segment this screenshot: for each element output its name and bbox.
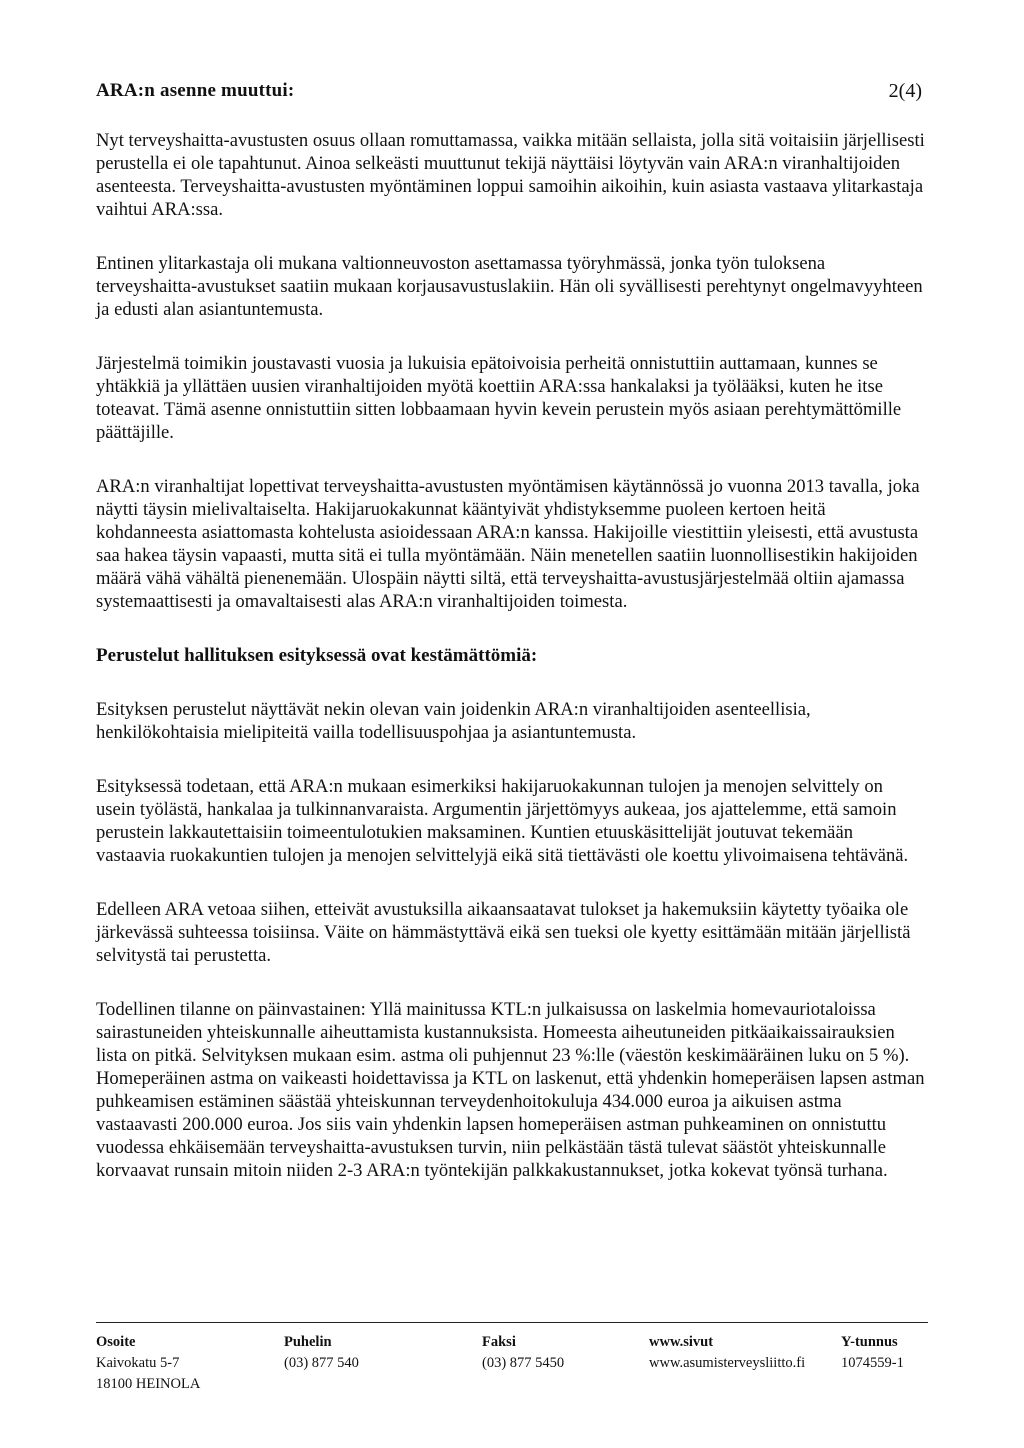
footer-address xyxy=(96,1332,200,1395)
document-body xyxy=(96,129,926,1213)
address-street: Kaivokatu 5-7 xyxy=(96,1355,180,1371)
website-value: www.asumisterveysliitto.fi xyxy=(649,1355,806,1371)
address-city: 18100 HEINOLA xyxy=(96,1376,201,1392)
footer-fax xyxy=(482,1332,564,1374)
paragraph-6: Esityksessä todetaan, että ARA:n mukaan esimerkiksi hakijaruokakunnan tulojen ja menojen selvittely on usein työlästä, hankalaa ja tulkinnanvaraista. Argumentin järjettömyys aukeaa, jos ajattelemme, että samoin perustein lakkautettaisiin toimeentulotukien maksaminen. Kuntien etuuskäsittelijät joutuvat tekemään vastaavia ruokakuntien tulojen ja menojen selvittelyjä eikä sitä tiettävästi ole koettu ylivoimaisena tehtävänä. xyxy=(96,776,909,866)
page-header xyxy=(96,80,922,110)
phone-label: Puhelin xyxy=(284,1334,332,1350)
page-number: 2(4) xyxy=(888,80,922,102)
fax-label: Faksi xyxy=(482,1334,516,1350)
subheading: Perustelut hallituksen esityksessä ovat kestämättömiä: xyxy=(96,645,538,666)
phone-value: (03) 877 540 xyxy=(284,1355,359,1371)
address-label: Osoite xyxy=(96,1334,136,1350)
footer-divider xyxy=(96,1322,928,1323)
paragraph-7: Edelleen ARA vetoaa siihen, etteivät avustuksilla aikaansaatavat tulokset ja hakemuksiin käytetty työaika ole järkevässä suhteessa toisiinsa. Väite on hämmästyttävä eikä sen tueksi ole kyetty esittämään mitään järjellistä selvitystä tai perustetta. xyxy=(96,899,911,966)
business-id-value: 1074559-1 xyxy=(841,1355,904,1371)
paragraph-8: Todellinen tilanne on päinvastainen: Yllä mainitussa KTL:n julkaisussa on laskelmia homevauriotaloissa sairastuneiden yhteiskunnalle aiheuttamista kustannuksista. Homeesta aiheutuneiden pitkäaikaissairauksien lista on pitkä. Selvityksen mukaan esim. astma oli puhjennut 23 %:lle (väestön keskimääräinen luku on 5 %). Homeperäinen astma on vaikeasti hoidettavissa ja KTL on laskenut, että yhdenkin homeperäisen lapsen astman puhkeamisen estäminen säästää yhteiskunnan terveydenhoitokuluja 434.000 euroa ja aikuisen astma vastaavasti 200.000 euroa. Jos siis vain yhdenkin lapsen homeperäisen astman puhkeaminen on onnistuttu vuodessa ehkäisemään terveyshaitta-avustuksen turvin, niin pelkästään tästä tulevat säästöt yhteiskunnalle korvaavat runsain mitoin niiden 2-3 ARA:n työntekijän palkkakustannukset, jotka kokevat työnsä turhana. xyxy=(96,999,925,1181)
footer-website xyxy=(649,1332,805,1374)
section-heading: ARA:n asenne muuttui: xyxy=(96,80,295,101)
paragraph-5: Esityksen perustelut näyttävät nekin olevan vain joidenkin ARA:n viranhaltijoiden asenteellisia, henkilökohtaisia mielipiteitä vailla todellisuuspohjaa ja asiantuntemusta. xyxy=(96,699,811,743)
footer-business-id xyxy=(841,1332,904,1374)
paragraph-3: Järjestelmä toimikin joustavasti vuosia ja lukuisia epätoivoisia perheitä onnistuttiin auttamaan, kunnes se yhtäkkiä ja yllättäen uusien viranhaltijoiden myötä koettiin ARA:ssa hankalaksi ja työlääksi, kuten he itse toteavat. Tämä asenne onnistuttiin sitten lobbaamaan hyvin kevein perustein myös asiaan perehtymättömille päättäjille. xyxy=(96,353,902,443)
fax-value: (03) 877 5450 xyxy=(482,1355,565,1371)
paragraph-1: Nyt terveyshaitta-avustusten osuus ollaan romuttamassa, vaikka mitään sellaista, jolla sitä voitaisiin järjellisesti perustella ei ole tapahtunut. Ainoa selkeästi muuttunut tekijä näyttäisi löytyvän vain ARA:n viranhaltijoiden asenteesta. Terveyshaitta-avustusten myöntäminen loppui samoihin aikoihin, kuin asiasta vastaava ylitarkastaja vaihtui ARA:ssa. xyxy=(96,130,925,220)
business-id-label: Y-tunnus xyxy=(841,1334,898,1350)
paragraph-4: ARA:n viranhaltijat lopettivat terveyshaitta-avustusten myöntämisen käytännössä jo vuonna 2013 tavalla, joka näytti täysin mielivaltaiselta. Hakijaruokakunnat kääntyivät yhdistyksemme puoleen kertoen heitä kohdanneesta asiattomasta kohtelusta asioidessaan ARA:n kanssa. Hakijoille viestittiin yleisesti, että avustusta saa hakea täysin vapaasti, mutta sitä ei tulla myöntämään. Näin menetellen saatiin luonnollisestikin hakijoiden määrä vähä vähältä pienenemään. Ulospäin näytti siltä, että terveyshaitta-avustusjärjestelmää oltiin ajamassa systemaattisesti ja omavaltaisesti alas ARA:n viranhaltijoiden toimesta. xyxy=(96,476,920,612)
paragraph-2: Entinen ylitarkastaja oli mukana valtionneuvoston asettamassa työryhmässä, jonka työn tuloksena terveyshaitta-avustukset saatiin mukaan korjausavustuslakiin. Hän oli syvällisesti perehtynyt ongelmavyyhteen ja edusti alan asiantuntemusta. xyxy=(96,253,923,320)
website-label: www.sivut xyxy=(649,1334,714,1350)
letterhead-footer xyxy=(96,1332,928,1422)
footer-phone xyxy=(284,1332,359,1374)
